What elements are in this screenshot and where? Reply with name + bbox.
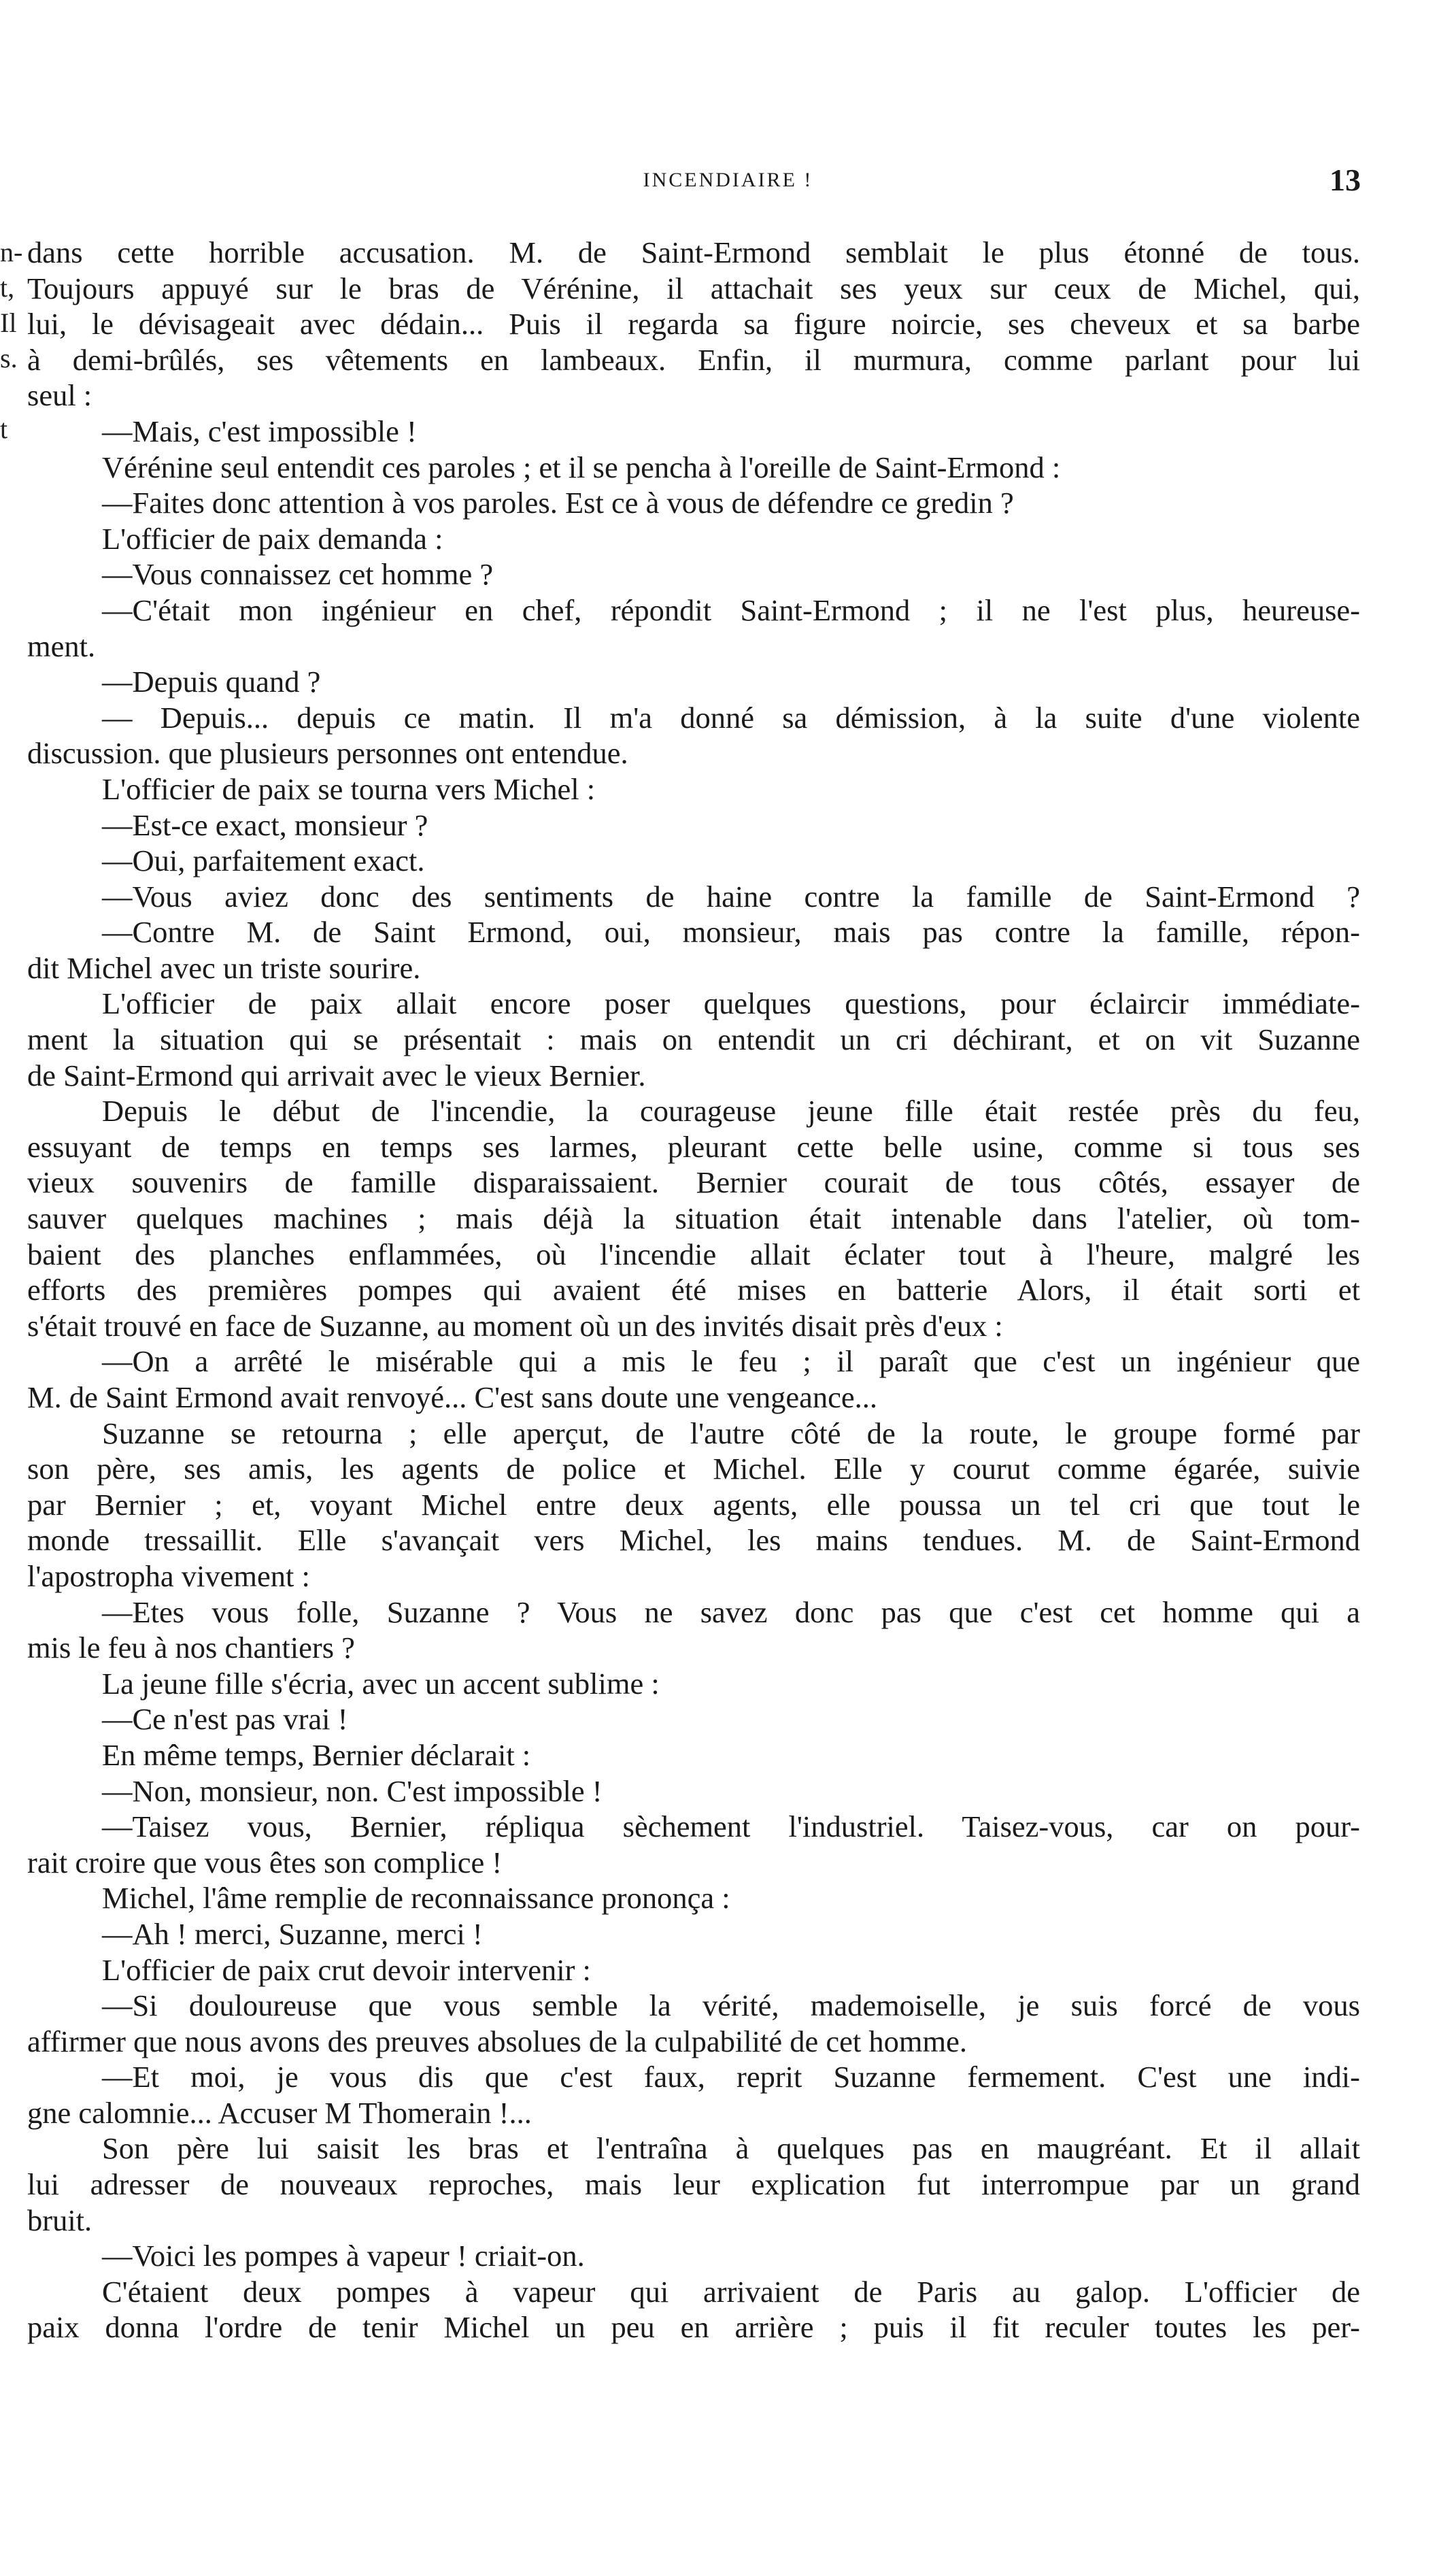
margin-mark: t xyxy=(0,414,8,444)
margin-mark: n- xyxy=(0,237,23,267)
text-line: —Non, monsieur, non. C'est impossible ! xyxy=(102,1773,603,1808)
text-line: L'officier de paix demanda : xyxy=(102,521,443,556)
text-line: gne calomnie... Accuser M Thomerain !... xyxy=(27,2095,532,2130)
text-line: monde tressaillit. Elle s'avançait vers Michel, les mains tendues. M. de Saint-Ermond xyxy=(27,1523,1360,1558)
text-line: —C'était mon ingénieur en chef, répondit Saint-Ermond ; il ne l'est plus, heureuse- xyxy=(102,592,1360,627)
text-line: son père, ses amis, les agents de police et Michel. Elle y courut comme égarée, suivie xyxy=(27,1452,1360,1486)
text-line: —Voici les pompes à vapeur ! criait-on. xyxy=(102,2239,585,2273)
text-line: paix donna l'ordre de tenir Michel un peu en arrière ; puis il fit reculer toutes les per- xyxy=(27,2310,1360,2345)
text-line: s'était trouvé en face de Suzanne, au moment où un des invités disait près d'eux : xyxy=(27,1308,1003,1343)
margin-marks xyxy=(0,235,27,447)
text-line: L'officier de paix crut devoir intervenir : xyxy=(102,1952,591,1987)
text-line: discussion. que plusieurs personnes ont entendue. xyxy=(27,736,628,771)
text-line: ment la situation qui se présentait : mais on entendit un cri déchirant, et on vit Suzanne xyxy=(27,1022,1360,1057)
text-line: —Est-ce exact, monsieur ? xyxy=(102,807,428,842)
text-line: vieux souvenirs de famille disparaissaient. Bernier courait de tous côtés, essayer de xyxy=(27,1165,1360,1200)
text-line: ment. xyxy=(27,629,96,663)
text-line: seul : xyxy=(27,378,92,413)
text-line: sauver quelques machines ; mais déjà la situation était intenable dans l'atelier, où tom- xyxy=(27,1201,1360,1236)
text-line: —Ah ! merci, Suzanne, merci ! xyxy=(102,1916,483,1951)
text-line: M. de Saint Ermond avait renvoyé... C'est sans doute une vengeance... xyxy=(27,1380,877,1414)
running-head xyxy=(0,162,1456,203)
text-line: —Contre M. de Saint Ermond, oui, monsieur, mais pas contre la famille, répon- xyxy=(102,915,1360,950)
text-line: —Et moi, je vous dis que c'est faux, reprit Suzanne fermement. C'est une indi- xyxy=(102,2060,1360,2094)
text-line: —Faites donc attention à vos paroles. Est ce à vous de défendre ce gredin ? xyxy=(102,486,1014,520)
text-line: —Oui, parfaitement exact. xyxy=(102,843,425,878)
page-number: 13 xyxy=(1330,163,1361,197)
text-line: Suzanne se retourna ; elle aperçut, de l'autre côté de la route, le groupe formé par xyxy=(102,1416,1360,1450)
text-line: L'officier de paix allait encore poser quelques questions, pour éclaircir immédiate- xyxy=(102,986,1360,1021)
text-line: —Depuis quand ? xyxy=(102,665,321,699)
text-line: En même temps, Bernier déclarait : xyxy=(102,1737,531,1772)
text-line: baient des planches enflammées, où l'incendie allait éclater tout à l'heure, malgré les xyxy=(27,1237,1360,1271)
text-line: lui, le dévisageait avec dédain... Puis il regarda sa figure noircie, ses cheveux et sa barbe xyxy=(27,307,1360,341)
text-line: L'officier de paix se tourna vers Michel : xyxy=(102,771,596,806)
text-line: —On a arrêté le misérable qui a mis le feu ; il paraît que c'est un ingénieur que xyxy=(102,1344,1360,1379)
text-line: mis le feu à nos chantiers ? xyxy=(27,1631,355,1665)
body-text xyxy=(27,235,1360,2345)
margin-mark: s. xyxy=(0,343,18,373)
text-line: Vérénine seul entendit ces paroles ; et il se pencha à l'oreille de Saint-Ermond : xyxy=(102,450,1061,484)
text-line: —Etes vous folle, Suzanne ? Vous ne savez donc pas que c'est cet homme qui a xyxy=(102,1594,1360,1629)
text-line: essuyant de temps en temps ses larmes, pleurant cette belle usine, comme si tous ses xyxy=(27,1129,1360,1164)
text-line: —Mais, c'est impossible ! xyxy=(102,414,417,448)
text-line: dit Michel avec un triste sourire. xyxy=(27,950,421,985)
text-line: par Bernier ; et, voyant Michel entre deux agents, elle poussa un tel cri que tout le xyxy=(27,1487,1360,1522)
text-line: lui adresser de nouveaux reproches, mais leur explication fut interrompue par un grand xyxy=(27,2167,1360,2202)
running-title: INCENDIAIRE ! xyxy=(643,169,813,191)
text-line: — Depuis... depuis ce matin. Il m'a donné sa démission, à la suite d'une violente xyxy=(102,700,1360,735)
text-line: bruit. xyxy=(27,2203,92,2237)
text-line: Son père lui saisit les bras et l'entraîna à quelques pas en maugréant. Et il allait xyxy=(102,2131,1360,2166)
text-line: —Taisez vous, Bernier, répliqua sèchement l'industriel. Taisez-vous, car on pour- xyxy=(102,1809,1360,1844)
text-line: l'apostropha vivement : xyxy=(27,1558,310,1593)
text-line: C'étaient deux pompes à vapeur qui arrivaient de Paris au galop. L'officier de xyxy=(102,2274,1360,2309)
margin-mark: t, xyxy=(0,272,15,303)
text-line: de Saint-Ermond qui arrivait avec le vieux Bernier. xyxy=(27,1058,646,1092)
text-line: Depuis le début de l'incendie, la courageuse jeune fille était restée près du feu, xyxy=(102,1094,1360,1129)
text-line: à demi-brûlés, ses vêtements en lambeaux. Enfin, il murmura, comme parlant pour lui xyxy=(27,342,1360,377)
text-line: efforts des premières pompes qui avaient été mises en batterie Alors, il était sorti et xyxy=(27,1273,1360,1307)
text-line: —Ce n'est pas vrai ! xyxy=(102,1702,348,1737)
text-line: Toujours appuyé sur le bras de Vérénine, il attachait ses yeux sur ceux de Michel, qui, xyxy=(27,271,1360,305)
text-line: affirmer que nous avons des preuves absolues de la culpabilité de cet homme. xyxy=(27,2024,967,2058)
text-line: —Vous connaissez cet homme ? xyxy=(102,557,494,592)
text-line: —Si douloureuse que vous semble la vérité, mademoiselle, je suis forcé de vous xyxy=(102,1988,1360,2023)
text-line: rait croire que vous êtes son complice ! xyxy=(27,1845,503,1879)
text-line: dans cette horrible accusation. M. de Saint-Ermond semblait le plus étonné de tous. xyxy=(27,235,1360,269)
margin-mark xyxy=(0,376,27,412)
text-line: La jeune fille s'écria, avec un accent sublime : xyxy=(102,1666,660,1701)
text-line: —Vous aviez donc des sentiments de haine contre la famille de Saint-Ermond ? xyxy=(102,879,1360,914)
text-line: Michel, l'âme remplie de reconnaissance prononça : xyxy=(102,1881,730,1916)
margin-mark: Il xyxy=(0,307,17,338)
